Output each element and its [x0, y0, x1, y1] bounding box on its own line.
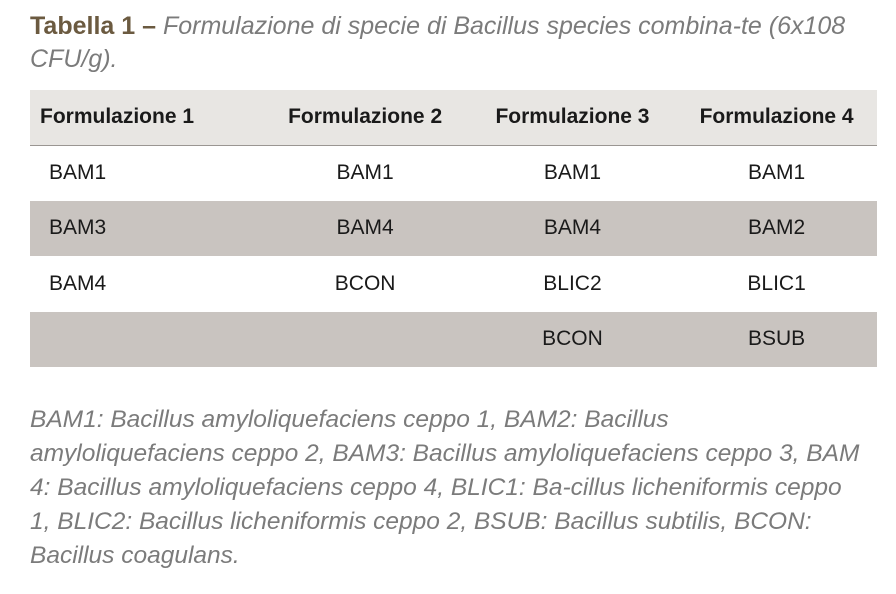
table-cell: BAM3	[49, 216, 107, 240]
table-header-row	[30, 90, 877, 145]
table-cell: BAM2	[747, 216, 806, 240]
caption-text: Formulazione di specie di Bacillus species combina-te (6x108 CFU/g).	[30, 12, 846, 73]
table-cell: BAM4	[336, 216, 394, 240]
formulation-table	[30, 90, 877, 367]
table-caption	[30, 10, 870, 76]
table-row	[30, 312, 877, 368]
caption-label: Tabella 1	[30, 12, 136, 40]
table-cell: BAM1	[747, 161, 806, 184]
header-formulazione-2: Formulazione 2	[288, 105, 443, 129]
table-row	[30, 145, 877, 201]
header-formulazione-4: Formulazione 4	[699, 105, 854, 129]
table-row	[30, 256, 877, 312]
table-cell: BSUB	[747, 327, 806, 351]
table-cell: BLIC1	[747, 271, 806, 295]
table-cell: BAM1	[49, 161, 107, 184]
table-footnote: BAM1: Bacillus amyloliquefaciens ceppo 1, BAM2: Bacillus amyloliquefaciens ceppo 2, BAM3: Bacillus amyloliquefaciens ceppo 3, BAM 4: Bacillus amyloliquefaciens ceppo 4, BLIC1: Ba-cillus licheniformis ceppo 1, BLIC2: Bacillus licheniformis ceppo 2, BSUB: Bacillus subtilis, BCON: Bacillus coagulans.	[30, 406, 860, 569]
table-cell	[261, 312, 468, 368]
table-cell: BAM4	[543, 216, 602, 240]
table-cell: BCON	[542, 327, 603, 351]
table-cell: BAM1	[543, 161, 602, 184]
table-cell: BLIC2	[543, 271, 602, 295]
caption-dash: –	[135, 12, 163, 40]
header-formulazione-3: Formulazione 3	[495, 105, 650, 129]
table-cell: BAM1	[336, 161, 394, 184]
table-cell: BAM4	[49, 271, 107, 295]
header-formulazione-1: Formulazione 1	[40, 105, 195, 129]
table-cell: BCON	[334, 271, 396, 295]
table-cell	[30, 312, 261, 368]
table-row	[30, 201, 877, 257]
